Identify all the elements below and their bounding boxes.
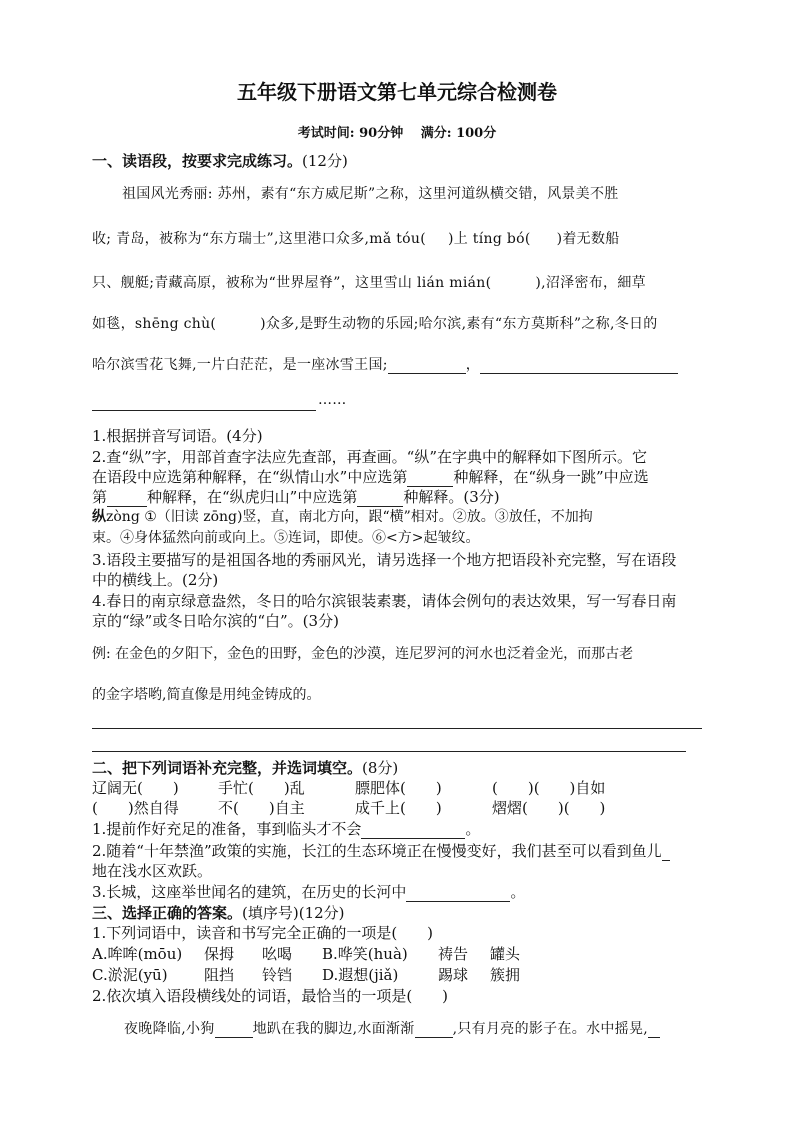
- question-3-2: 2.依次填入语段横线处的词语，最恰当的一项是( ): [92, 987, 449, 1005]
- option-a-3: 吆喝: [262, 945, 293, 963]
- question-2-2-line-2: 地在浅水区欢跃。: [92, 862, 213, 880]
- word-fill-7: 成千上( ): [355, 799, 442, 817]
- passage-line-4-b: )众多,是野生动物的乐园;哈尔滨,素有“东方莫斯科”之称,冬日的: [260, 316, 658, 332]
- passage-line-3: [92, 272, 646, 292]
- option-a-1[interactable]: A.哞哞(mōu): [92, 945, 183, 963]
- passage-3-text-c: ,只有月亮的影子在。水中摇晃,: [452, 1021, 649, 1037]
- question-1-2-line-3: [92, 486, 500, 507]
- question-2-1: [92, 818, 480, 839]
- section-1-title: 一、读语段，按要求完成练习。: [92, 152, 303, 170]
- question-2-3: [92, 881, 525, 902]
- exam-meta: 考试时间: 90分钟 满分: 100分: [297, 126, 497, 141]
- section-3-title: 三、选择正确的答案。: [92, 904, 243, 922]
- passage-ellipsis: ……: [318, 392, 347, 408]
- passage-line-2-a: 收; 青岛，被称为“东方瑞士”,这里港口众多,mǎ tóu(: [92, 231, 426, 247]
- option-b-3: 罐头: [490, 945, 521, 963]
- passage-3-line-1: [124, 1018, 660, 1038]
- option-b-1[interactable]: B.哗笑(huà): [322, 945, 408, 963]
- question-1-4-line-1: 4.春日的南京绿意盎然，冬日的哈尔滨银装素裹，请体会例句的表达效果，写一写春日南: [92, 592, 677, 610]
- dictionary-entry-line-2: 束。④身体猛然向前或向上。⑤连词，即使。⑥<方>起皱纹。: [92, 530, 480, 546]
- question-1-1: 1.根据拼音写词语。(4分): [92, 427, 263, 445]
- question-2-1-end: 。: [465, 820, 481, 838]
- question-1-2-line-3-c: 种解释。(3分): [403, 488, 500, 506]
- passage-line-1: 祖国风光秀丽: 苏州，素有“东方威尼斯”之称，这里河道纵横交错，风景美不胜: [122, 186, 619, 202]
- passage-line-4: [92, 313, 658, 333]
- passage-line-3-a: 只、舰艇;青藏高原，被称为“世界屋脊”，这里雪山 lián mián(: [92, 275, 492, 291]
- blank-line[interactable]: [215, 1037, 253, 1038]
- question-3-1: 1.下列词语中，读音和书写完全正确的一项是( ): [92, 924, 434, 942]
- answer-line[interactable]: [92, 751, 686, 752]
- question-1-3-line-1: 3.语段主要描写的是祖国各地的秀丽风光，请另选择一个地方把语段补充完整，写在语段: [92, 551, 677, 569]
- blank-line[interactable]: [406, 901, 510, 902]
- question-1-3-line-2: 中的横线上。(2分): [92, 571, 219, 589]
- blank-line[interactable]: [480, 373, 678, 374]
- option-c-1[interactable]: C.淤泥(yū): [92, 966, 168, 984]
- option-d-1[interactable]: D.遐想(jiǎ): [322, 966, 399, 984]
- section-2-heading: [92, 757, 398, 778]
- question-2-2-line-1: [92, 840, 670, 861]
- question-1-2-line-3-b: 种解释，在“纵虎归山”中应选第: [147, 488, 358, 506]
- section-2-title: 二、把下列词语补充完整，并选词填空。: [92, 759, 363, 777]
- blank-line[interactable]: [361, 838, 465, 839]
- option-a-2: 保拇: [204, 945, 235, 963]
- section-3-points: (填序号)(12分): [242, 904, 345, 922]
- option-d-2: 踢球: [438, 966, 469, 984]
- word-fill-2: 手忙( )乱: [218, 779, 305, 797]
- question-1-4-line-2: 京的“绿”或冬日哈尔滨的“白”。(3分): [92, 612, 339, 630]
- passage-line-2-c: )着无数船: [556, 231, 620, 247]
- passage-3-text-a: 夜晚降临,小狗: [124, 1021, 215, 1037]
- blank-line[interactable]: [388, 373, 466, 374]
- question-2-2-text: 2.随着“十年禁渔”政策的实施，长江的生态环境正在慢慢变好，我们甚至可以看到鱼儿: [92, 842, 662, 860]
- question-1-2-line-3-a: 第: [92, 488, 108, 506]
- option-d-3: 簇拥: [490, 966, 521, 984]
- question-1-2-line-2-b: 种解释，在“纵身一跳”中应选: [453, 468, 649, 486]
- word-fill-6: 不( )自主: [218, 799, 305, 817]
- word-fill-5: ( )然自得: [92, 799, 179, 817]
- section-1-points: (12分): [302, 152, 348, 170]
- question-1-2-line-2: [92, 466, 649, 487]
- passage-line-3-b: ),沼泽密布，細草: [535, 275, 646, 291]
- section-2-points: (8分): [362, 759, 399, 777]
- word-fill-1: 辽阔无( ): [92, 779, 179, 797]
- word-fill-8: 熠熠( )( ): [492, 799, 606, 817]
- example-line-2: 的金字塔哟,简直像是用纯金铸成的。: [92, 687, 321, 703]
- option-b-2: 祷告: [438, 945, 469, 963]
- passage-line-5: [92, 354, 678, 374]
- passage-3-text-b: 地趴在我的脚边,水面渐渐: [252, 1021, 415, 1037]
- page-title: 五年级下册语文第七单元综合检测卷: [237, 80, 557, 104]
- blank-line[interactable]: [648, 1037, 660, 1038]
- section-3-heading: [92, 902, 345, 923]
- blank-line[interactable]: [662, 860, 670, 861]
- blank-line[interactable]: [415, 1037, 453, 1038]
- passage-line-4-a: 如毯，shēng chù(: [92, 316, 217, 332]
- dictionary-entry-line-1: [92, 506, 593, 526]
- answer-line[interactable]: [92, 728, 702, 729]
- question-2-3-text: 3.长城，这座举世闻名的建筑，在历史的长河中: [92, 883, 407, 901]
- question-1-2-line-2-a: 在语段中应选第种解释，在“纵情山水”中应选第: [92, 468, 408, 486]
- question-2-3-end: 。: [510, 883, 526, 901]
- dictionary-text-1: zòng ①（旧读 zōng)竖，直，南北方向，跟“横”相对。②放。③放任，不加拘: [106, 509, 593, 525]
- question-1-2-line-1: 2.查“纵”字，用部首查字法应先查部，再查画。“纵”在字典中的解释如下图所示。它: [92, 448, 647, 466]
- word-fill-4: ( )( )自如: [492, 779, 606, 797]
- passage-line-5-text: 哈尔滨雪花飞舞,一片白茫茫，是一座冰雪王国;: [92, 357, 388, 373]
- passage-line-2-b: )上 tíng bó(: [448, 231, 531, 247]
- word-fill-3: 膘肥体( ): [355, 779, 442, 797]
- option-c-3: 铃铛: [262, 966, 293, 984]
- passage-line-5-comma: ，: [465, 357, 481, 373]
- blank-line[interactable]: [92, 410, 316, 411]
- option-c-2: 阻挡: [204, 966, 235, 984]
- dictionary-char: 纵: [92, 509, 106, 525]
- passage-line-2: [92, 228, 620, 248]
- example-line-1: 例: 在金色的夕阳下，金色的田野，金色的沙漠，连尼罗河的河水也泛着金光，而那古老: [92, 646, 634, 662]
- question-2-1-text: 1.提前作好充足的准备，事到临头才不会: [92, 820, 362, 838]
- section-1-heading: [92, 150, 348, 171]
